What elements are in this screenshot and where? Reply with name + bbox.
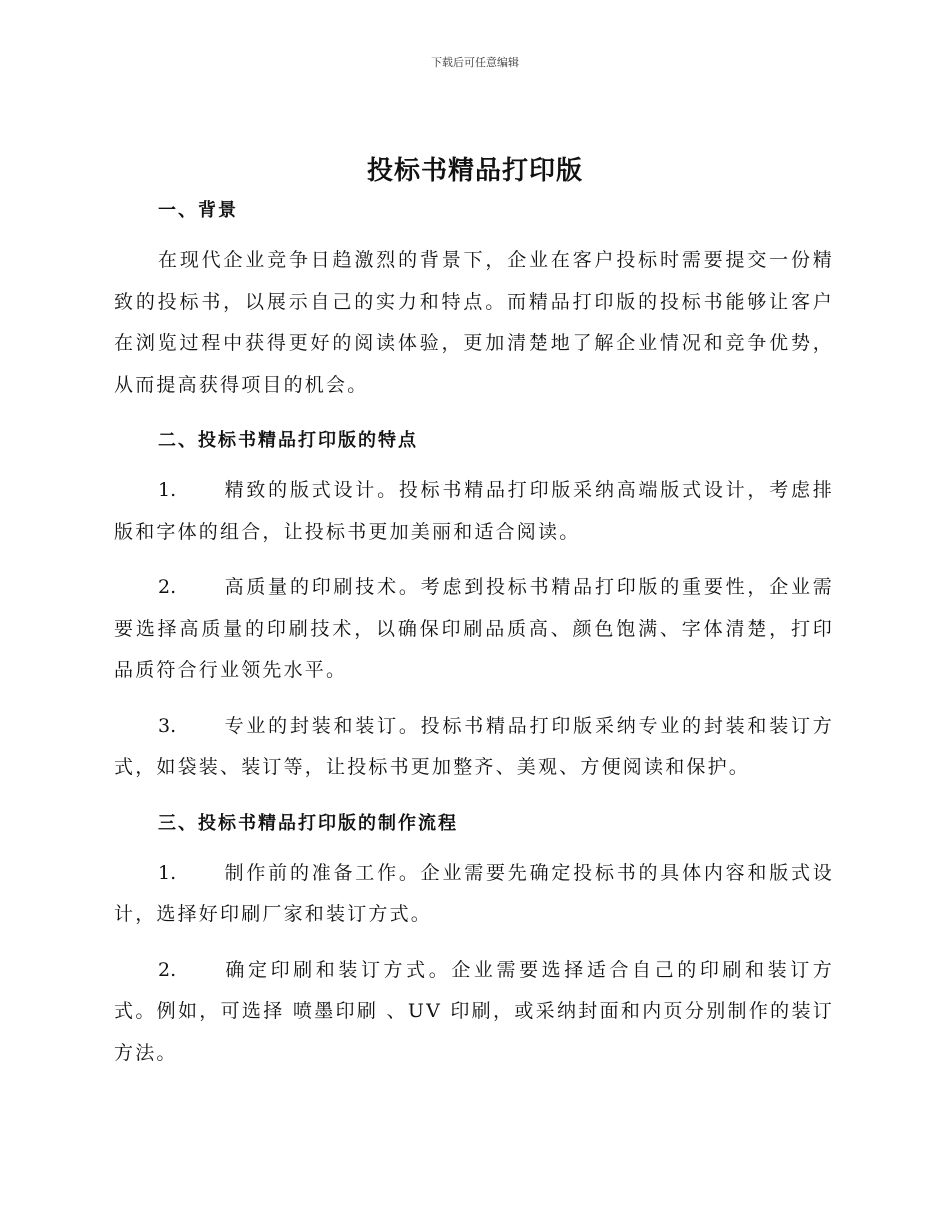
list-item-text: 高质量的印刷技术。考虑到投标书精品打印版的重要性，企业需要选择高质量的印刷技术，以确保印刷品质高、颜色饱满、字体清楚，打印品质符合行业领先水平。 — [114, 576, 834, 681]
list-item-number: 2. — [158, 958, 177, 981]
list-item-text: 专业的封装和装订。投标书精品打印版采纳专业的封装和装订方式，如袋装、装订等，让投标书更加整齐、美观、方便阅读和保护。 — [114, 714, 834, 778]
document-title: 投标书精品打印版 — [366, 156, 583, 186]
list-item — [114, 950, 834, 1075]
list-item-text: 确定印刷和装订方式。企业需要选择适合自己的印刷和装订方式。例如，可选择 喷墨印刷 、UV 印刷，或采纳封面和内页分别制作的装订方法。 — [114, 958, 834, 1064]
list-item — [114, 470, 834, 553]
section-heading-process: 三、投标书精品打印版的制作流程 — [158, 812, 458, 834]
list-item-number: 1. — [158, 861, 177, 884]
list-item — [114, 567, 834, 692]
list-item — [114, 853, 834, 936]
page-header-note: 下载后可任意编辑 — [431, 56, 519, 69]
list-item-text: 精致的版式设计。投标书精品打印版采纳高端版式设计，考虑排版和字体的组合，让投标书更加美丽和适合阅读。 — [114, 479, 834, 543]
section-heading-features: 二、投标书精品打印版的特点 — [158, 430, 418, 451]
list-item-number: 1. — [158, 479, 177, 501]
list-item-text: 制作前的准备工作。企业需要先确定投标书的具体内容和版式设计，选择好印刷厂家和装订方式。 — [114, 861, 834, 925]
background-paragraph: 在现代企业竞争日趋激烈的背景下，企业在客户投标时需要提交一份精致的投标书，以展示自己的实力和特点。而精品打印版的投标书能够让客户在浏览过程中获得更好的阅读体验，更加清楚地了解企业情况和竞争优势，从而提高获得项目的机会。 — [114, 249, 834, 396]
list-item — [114, 706, 834, 789]
list-item-number: 2. — [158, 576, 177, 598]
section-heading-background: 一、背景 — [158, 200, 238, 221]
list-item-number: 3. — [158, 714, 177, 737]
document-body — [114, 196, 834, 1074]
